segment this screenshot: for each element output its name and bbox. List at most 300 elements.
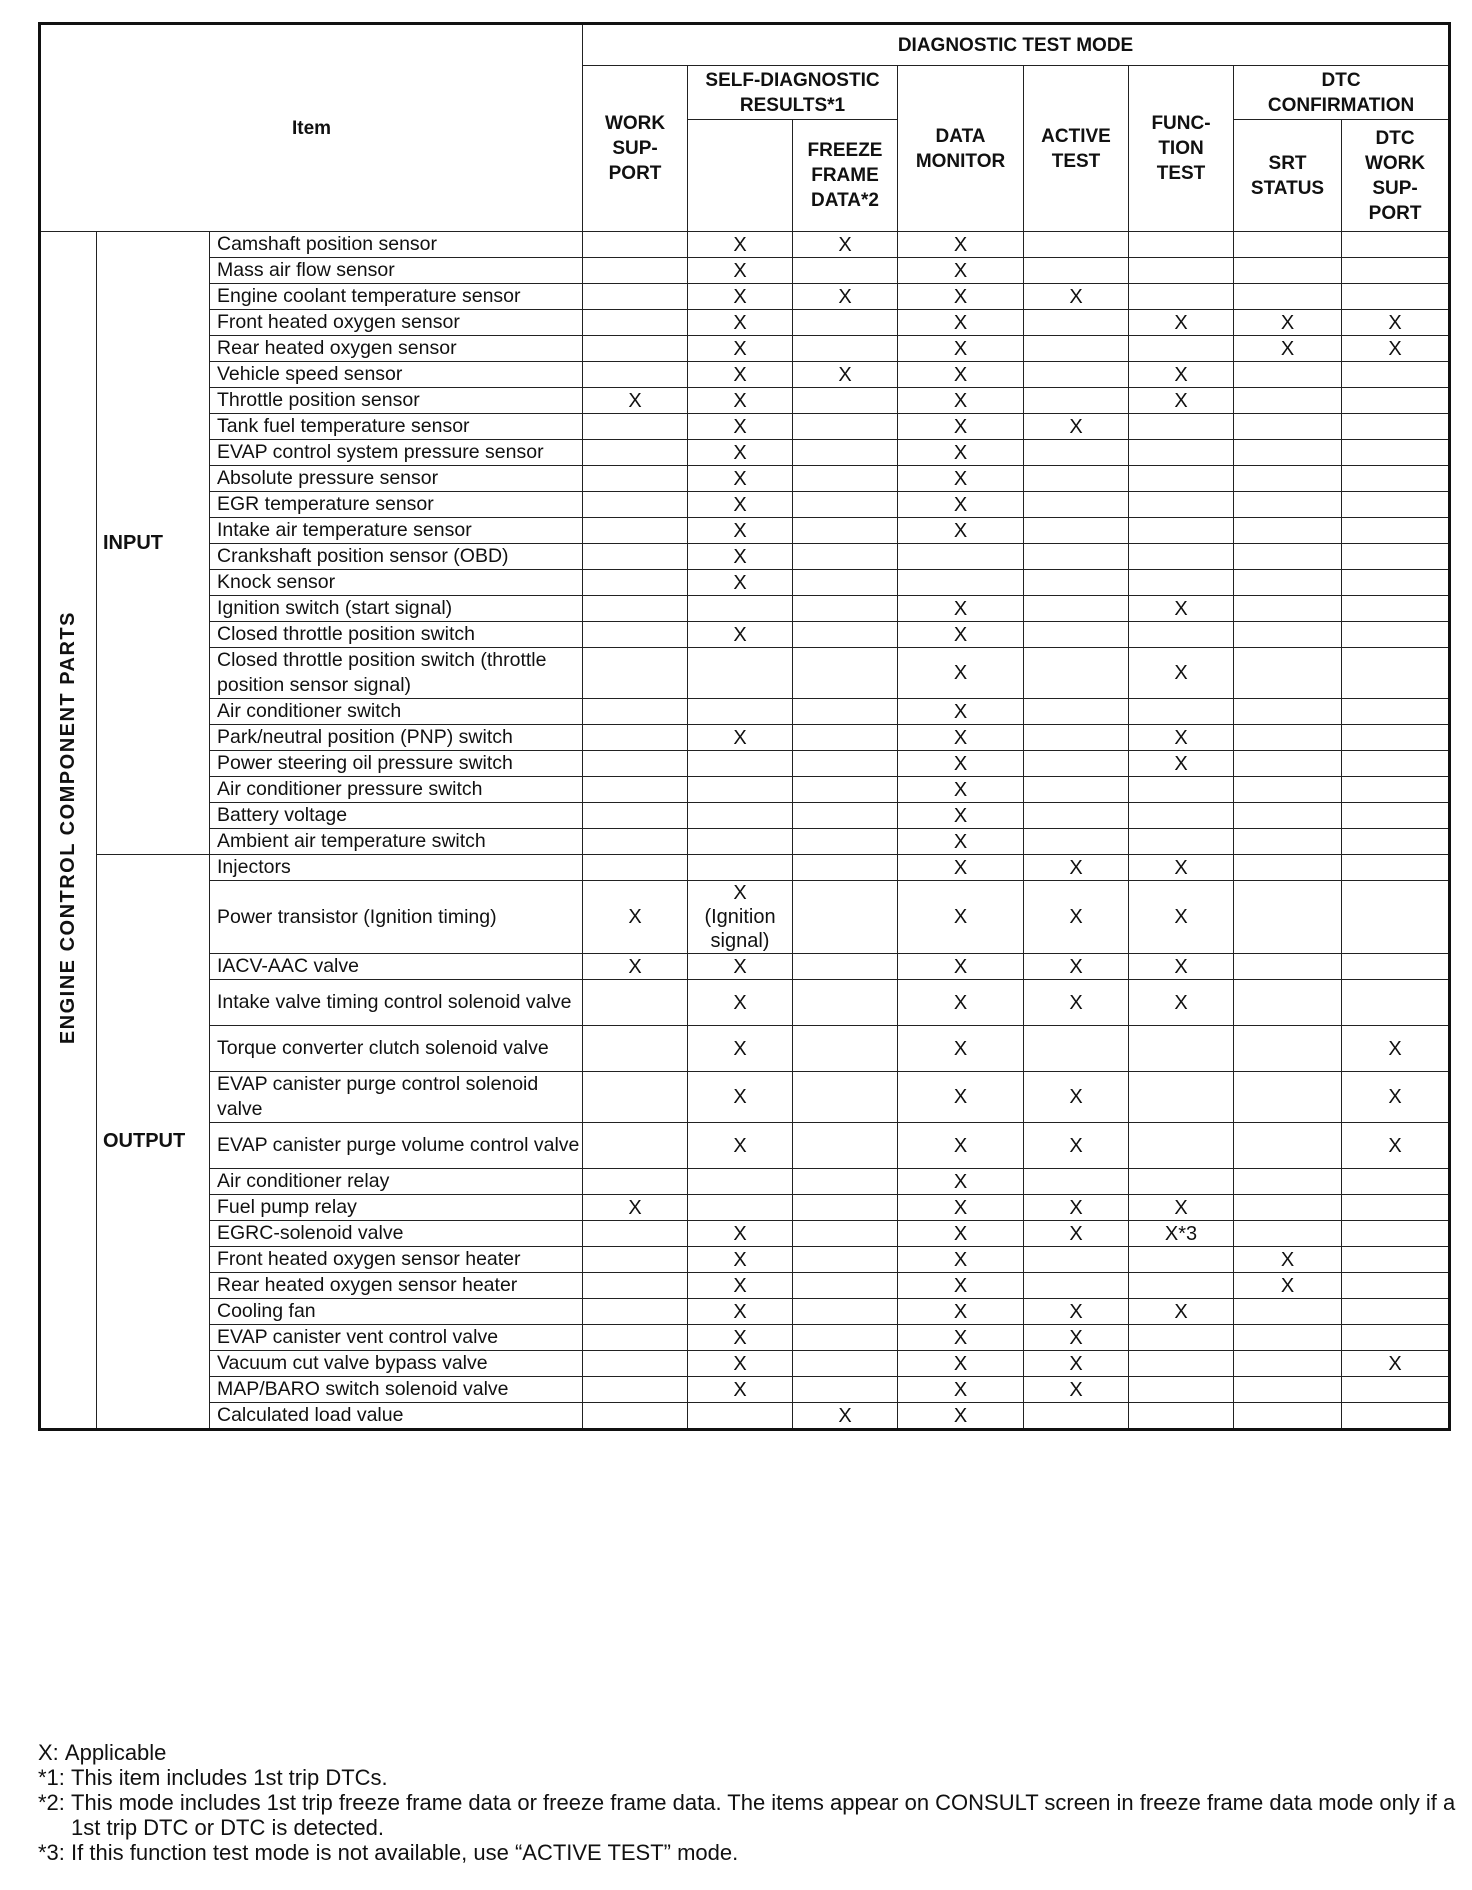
active-test-cell — [1024, 622, 1129, 648]
work-support-cell — [583, 751, 688, 777]
data-monitor-cell: X — [898, 1325, 1024, 1351]
header-line: TEST — [1156, 163, 1206, 184]
table-row — [40, 881, 1450, 954]
table-row — [40, 699, 1450, 725]
srt-status-cell — [1234, 1403, 1342, 1430]
data-monitor-cell: X — [898, 855, 1024, 881]
self-diagnostic-cell: X — [688, 1351, 793, 1377]
self-diagnostic-cell: X — [688, 1026, 793, 1072]
data-monitor-cell: X — [898, 492, 1024, 518]
item-cell: Intake air temperature sensor — [210, 518, 583, 544]
freeze-frame-cell: X — [793, 362, 898, 388]
active-test-cell — [1024, 492, 1129, 518]
self-diagnostic-cell — [688, 803, 793, 829]
header-line: DTC — [1375, 127, 1415, 149]
data-monitor-cell: X — [898, 1377, 1024, 1403]
active-test-cell — [1024, 362, 1129, 388]
work-support-cell — [583, 980, 688, 1026]
header-line: STATUS — [1250, 177, 1325, 199]
work-support-header — [583, 66, 688, 232]
item-cell: EGRC-solenoid valve — [210, 1221, 583, 1247]
work-support-cell: X — [583, 388, 688, 414]
active-test-cell: X — [1024, 1221, 1129, 1247]
freeze-frame-data-header — [793, 120, 898, 232]
item-cell: Absolute pressure sensor — [210, 466, 583, 492]
work-support-cell — [583, 1299, 688, 1325]
table-row — [40, 388, 1450, 414]
table-row — [40, 440, 1450, 466]
freeze-frame-cell — [793, 570, 898, 596]
srt-status-cell — [1234, 1377, 1342, 1403]
header-line: SUP- — [1372, 177, 1418, 199]
item-cell: EVAP canister vent control valve — [210, 1325, 583, 1351]
self-diagnostic-cell: X — [688, 1377, 793, 1403]
active-test-cell — [1024, 1169, 1129, 1195]
freeze-frame-cell — [793, 414, 898, 440]
table-row — [40, 258, 1450, 284]
dtc-work-support-cell — [1342, 881, 1450, 954]
table-row — [40, 1325, 1450, 1351]
footnote-key: *1: — [38, 1765, 72, 1790]
work-support-cell — [583, 362, 688, 388]
dtc-work-support-cell: X — [1342, 1123, 1450, 1169]
srt-status-cell: X — [1234, 310, 1342, 336]
item-cell: Cooling fan — [210, 1299, 583, 1325]
active-test-cell: X — [1024, 855, 1129, 881]
header-line: CONFIRMATION — [1267, 94, 1415, 116]
data-monitor-cell: X — [898, 648, 1024, 699]
dtc-work-support-cell — [1342, 518, 1450, 544]
freeze-frame-cell — [793, 1351, 898, 1377]
header-line: SELF-DIAGNOSTIC — [705, 69, 880, 91]
table-row — [40, 1299, 1450, 1325]
function-test-cell — [1129, 829, 1234, 855]
work-support-cell — [583, 414, 688, 440]
function-test-cell — [1129, 777, 1234, 803]
dtc-work-support-cell — [1342, 492, 1450, 518]
srt-status-cell — [1234, 1169, 1342, 1195]
srt-status-cell — [1234, 1123, 1342, 1169]
srt-status-cell — [1234, 362, 1342, 388]
srt-status-cell — [1234, 232, 1342, 258]
header-line: TEST — [1051, 150, 1101, 172]
srt-status-cell — [1234, 725, 1342, 751]
freeze-frame-cell: X — [793, 232, 898, 258]
item-cell: MAP/BARO switch solenoid valve — [210, 1377, 583, 1403]
active-test-cell: X — [1024, 954, 1129, 980]
work-support-cell — [583, 622, 688, 648]
table-row — [40, 1377, 1450, 1403]
srt-status-cell — [1234, 388, 1342, 414]
footnote — [38, 1790, 1458, 1840]
freeze-frame-cell: X — [793, 1403, 898, 1430]
item-cell: Camshaft position sensor — [210, 232, 583, 258]
work-support-cell — [583, 466, 688, 492]
dtc-work-support-cell: X — [1342, 1351, 1450, 1377]
srt-status-cell — [1234, 284, 1342, 310]
self-diagnostic-cell: X — [688, 258, 793, 284]
data-monitor-cell: X — [898, 336, 1024, 362]
active-test-cell — [1024, 440, 1129, 466]
function-test-cell — [1129, 1351, 1234, 1377]
dtc-work-support-cell — [1342, 648, 1450, 699]
srt-status-cell — [1234, 544, 1342, 570]
srt-status-cell — [1234, 466, 1342, 492]
table-row — [40, 232, 1450, 258]
diagnostic-mode-table — [38, 22, 1451, 1431]
freeze-frame-cell — [793, 1195, 898, 1221]
footnote-key: X: — [38, 1740, 65, 1765]
self-diagnostic-cell: X — [688, 466, 793, 492]
dtc-work-support-cell — [1342, 570, 1450, 596]
freeze-frame-cell — [793, 751, 898, 777]
table-row — [40, 1273, 1450, 1299]
work-support-cell — [583, 1221, 688, 1247]
self-diagnostic-cell: X — [688, 1072, 793, 1123]
srt-status-cell — [1234, 1351, 1342, 1377]
freeze-frame-cell — [793, 1377, 898, 1403]
active-test-cell — [1024, 570, 1129, 596]
function-test-cell: X — [1129, 725, 1234, 751]
srt-status-cell — [1234, 777, 1342, 803]
srt-status-cell — [1234, 1072, 1342, 1123]
dtc-work-support-cell — [1342, 544, 1450, 570]
work-support-cell — [583, 803, 688, 829]
data-monitor-cell: X — [898, 440, 1024, 466]
work-support-cell — [583, 258, 688, 284]
self-diagnostic-cell: X — [688, 954, 793, 980]
freeze-frame-cell — [793, 388, 898, 414]
data-monitor-cell: X — [898, 1351, 1024, 1377]
srt-status-cell: X — [1234, 1273, 1342, 1299]
item-cell: Intake valve timing control solenoid valve — [210, 980, 583, 1026]
work-support-cell — [583, 1123, 688, 1169]
work-support-cell — [583, 596, 688, 622]
data-monitor-cell: X — [898, 310, 1024, 336]
dtc-work-support-cell — [1342, 414, 1450, 440]
footnotes — [38, 1740, 1458, 1865]
table-row — [40, 570, 1450, 596]
self-diagnostic-cell — [688, 1195, 793, 1221]
header-line: WORK — [604, 113, 666, 134]
freeze-frame-cell — [793, 1273, 898, 1299]
freeze-frame-cell — [793, 648, 898, 699]
dtc-work-support-cell — [1342, 388, 1450, 414]
header-line: DATA*2 — [811, 190, 879, 211]
work-support-cell — [583, 855, 688, 881]
function-test-cell: X — [1129, 751, 1234, 777]
dtc-work-support-cell — [1342, 1403, 1450, 1430]
item-header: Item — [40, 24, 583, 232]
footnote — [38, 1765, 1458, 1790]
dtc-work-support-cell — [1342, 1169, 1450, 1195]
data-monitor-cell: X — [898, 1403, 1024, 1430]
item-cell: Air conditioner switch — [210, 699, 583, 725]
freeze-frame-cell — [793, 336, 898, 362]
data-monitor-cell: X — [898, 1072, 1024, 1123]
footnote-text: If this function test mode is not available, use “ACTIVE TEST” mode. — [71, 1840, 739, 1865]
active-test-cell: X — [1024, 980, 1129, 1026]
table-row — [40, 777, 1450, 803]
dtc-work-support-cell — [1342, 725, 1450, 751]
dtc-work-support-cell — [1342, 258, 1450, 284]
function-test-cell — [1129, 1123, 1234, 1169]
self-diagnostic-cell: X — [688, 362, 793, 388]
data-monitor-cell: X — [898, 725, 1024, 751]
dtc-work-support-cell — [1342, 1221, 1450, 1247]
active-test-cell: X — [1024, 414, 1129, 440]
table-row — [40, 1195, 1450, 1221]
item-cell: Park/neutral position (PNP) switch — [210, 725, 583, 751]
freeze-frame-cell — [793, 980, 898, 1026]
function-test-cell — [1129, 1377, 1234, 1403]
work-support-cell — [583, 544, 688, 570]
function-test-cell: X — [1129, 881, 1234, 954]
work-support-cell — [583, 518, 688, 544]
work-support-cell — [583, 440, 688, 466]
function-test-cell: X — [1129, 362, 1234, 388]
freeze-frame-cell — [793, 1072, 898, 1123]
item-cell: Injectors — [210, 855, 583, 881]
srt-status-cell — [1234, 570, 1342, 596]
freeze-frame-cell — [793, 725, 898, 751]
freeze-frame-cell — [793, 518, 898, 544]
dtc-work-support-cell — [1342, 362, 1450, 388]
srt-status-cell — [1234, 596, 1342, 622]
data-monitor-cell: X — [898, 881, 1024, 954]
work-support-cell — [583, 1403, 688, 1430]
data-monitor-cell: X — [898, 777, 1024, 803]
function-test-cell — [1129, 258, 1234, 284]
item-cell: Knock sensor — [210, 570, 583, 596]
active-test-cell: X — [1024, 1325, 1129, 1351]
self-diagnostic-results-subcell — [688, 120, 793, 232]
self-diagnostic-results-header — [688, 66, 898, 120]
dtc-work-support-cell: X — [1342, 310, 1450, 336]
item-cell: Throttle position sensor — [210, 388, 583, 414]
item-cell: Front heated oxygen sensor — [210, 310, 583, 336]
srt-status-cell — [1234, 980, 1342, 1026]
data-monitor-cell: X — [898, 388, 1024, 414]
freeze-frame-cell — [793, 466, 898, 492]
header-line: WORK — [1364, 152, 1426, 174]
srt-status-cell — [1234, 751, 1342, 777]
data-monitor-header — [898, 66, 1024, 232]
data-monitor-cell: X — [898, 622, 1024, 648]
dtc-confirmation-header — [1234, 66, 1450, 120]
table-row — [40, 1072, 1450, 1123]
header-line: TION — [1158, 138, 1204, 159]
work-support-cell — [583, 336, 688, 362]
data-monitor-cell: X — [898, 980, 1024, 1026]
active-test-cell — [1024, 466, 1129, 492]
function-test-cell: X — [1129, 1195, 1234, 1221]
self-diagnostic-cell: X — [688, 1221, 793, 1247]
active-test-cell — [1024, 803, 1129, 829]
srt-status-cell: X — [1234, 1247, 1342, 1273]
table-row — [40, 1247, 1450, 1273]
table-row — [40, 492, 1450, 518]
active-test-cell — [1024, 388, 1129, 414]
work-support-cell — [583, 1072, 688, 1123]
function-test-cell — [1129, 803, 1234, 829]
self-diagnostic-cell: X — [688, 518, 793, 544]
table-row — [40, 362, 1450, 388]
srt-status-cell — [1234, 1299, 1342, 1325]
function-test-cell — [1129, 336, 1234, 362]
work-support-cell — [583, 1325, 688, 1351]
work-support-cell — [583, 777, 688, 803]
dtc-work-support-cell — [1342, 1247, 1450, 1273]
item-cell: Vacuum cut valve bypass valve — [210, 1351, 583, 1377]
active-test-cell — [1024, 258, 1129, 284]
work-support-cell — [583, 492, 688, 518]
function-test-cell — [1129, 1247, 1234, 1273]
freeze-frame-cell — [793, 881, 898, 954]
function-test-cell: X — [1129, 310, 1234, 336]
group-label-output: OUTPUT — [97, 855, 210, 1430]
active-test-cell — [1024, 648, 1129, 699]
dtc-work-support-cell — [1342, 440, 1450, 466]
freeze-frame-cell — [793, 803, 898, 829]
function-test-cell: X — [1129, 954, 1234, 980]
data-monitor-cell: X — [898, 232, 1024, 258]
freeze-frame-cell — [793, 596, 898, 622]
work-support-cell — [583, 310, 688, 336]
srt-status-cell — [1234, 1195, 1342, 1221]
self-diagnostic-cell: X — [688, 544, 793, 570]
dtc-work-support-cell — [1342, 1299, 1450, 1325]
work-support-cell — [583, 648, 688, 699]
item-cell: Ignition switch (start signal) — [210, 596, 583, 622]
active-test-cell: X — [1024, 1299, 1129, 1325]
active-test-header — [1024, 66, 1129, 232]
side-label: ENGINE CONTROL COMPONENT PARTS — [57, 610, 79, 1045]
self-diagnostic-cell: X — [688, 414, 793, 440]
header-line: SUP- — [612, 138, 658, 159]
freeze-frame-cell — [793, 258, 898, 284]
work-support-cell — [583, 1247, 688, 1273]
work-support-cell — [583, 1169, 688, 1195]
footnote-key: *3: — [38, 1840, 72, 1865]
footnote-text: This mode includes 1st trip freeze frame data or freeze frame data. The items appear on CONSULT screen in freeze frame data mode only if a 1st trip DTC or DTC is detected. — [71, 1790, 1456, 1840]
srt-status-cell — [1234, 954, 1342, 980]
data-monitor-cell: X — [898, 1247, 1024, 1273]
freeze-frame-cell — [793, 777, 898, 803]
self-diagnostic-cell — [688, 855, 793, 881]
work-support-cell — [583, 1351, 688, 1377]
freeze-frame-cell — [793, 1169, 898, 1195]
data-monitor-cell: X — [898, 284, 1024, 310]
item-cell: Closed throttle position switch — [210, 622, 583, 648]
table-row — [40, 829, 1450, 855]
function-test-cell — [1129, 492, 1234, 518]
cell-line: signal) — [710, 930, 770, 952]
self-diagnostic-cell — [688, 1169, 793, 1195]
work-support-cell — [583, 725, 688, 751]
data-monitor-cell: X — [898, 954, 1024, 980]
function-test-cell — [1129, 518, 1234, 544]
self-diagnostic-cell — [688, 596, 793, 622]
self-diagnostic-cell — [688, 829, 793, 855]
table-body — [40, 232, 1450, 1430]
function-test-cell — [1129, 622, 1234, 648]
dtc-work-support-cell — [1342, 751, 1450, 777]
item-cell: Battery voltage — [210, 803, 583, 829]
function-test-cell — [1129, 1403, 1234, 1430]
self-diagnostic-cell — [688, 648, 793, 699]
header-line: ACTIVE — [1041, 125, 1111, 147]
dtc-work-support-cell — [1342, 855, 1450, 881]
function-test-cell — [1129, 414, 1234, 440]
item-cell: Torque converter clutch solenoid valve — [210, 1026, 583, 1072]
footnote-text: Applicable — [64, 1740, 167, 1765]
table-row — [40, 1221, 1450, 1247]
function-test-cell: X*3 — [1129, 1221, 1234, 1247]
function-test-cell — [1129, 1072, 1234, 1123]
self-diagnostic-cell: X — [688, 622, 793, 648]
active-test-cell: X — [1024, 1123, 1129, 1169]
active-test-cell — [1024, 1026, 1129, 1072]
freeze-frame-cell — [793, 310, 898, 336]
table-row — [40, 414, 1450, 440]
function-test-cell: X — [1129, 980, 1234, 1026]
data-monitor-cell: X — [898, 1123, 1024, 1169]
freeze-frame-cell — [793, 699, 898, 725]
freeze-frame-cell — [793, 829, 898, 855]
active-test-cell — [1024, 751, 1129, 777]
table-row — [40, 725, 1450, 751]
work-support-cell — [583, 284, 688, 310]
dtc-work-support-cell — [1342, 803, 1450, 829]
srt-status-cell — [1234, 518, 1342, 544]
table-row — [40, 855, 1450, 881]
dtc-work-support-cell — [1342, 596, 1450, 622]
dtc-work-support-cell — [1342, 1195, 1450, 1221]
item-cell: IACV-AAC valve — [210, 954, 583, 980]
footnote — [38, 1840, 1458, 1865]
dtc-work-support-cell — [1342, 232, 1450, 258]
self-diagnostic-cell: X — [688, 492, 793, 518]
diagnostic-mode-table-sheet — [38, 22, 1448, 1431]
header-line: PORT — [1368, 202, 1422, 224]
active-test-cell — [1024, 1247, 1129, 1273]
function-test-cell: X — [1129, 648, 1234, 699]
table-row — [40, 1351, 1450, 1377]
cell-line: (Ignition — [704, 906, 776, 928]
work-support-cell — [583, 699, 688, 725]
header-line: MONITOR — [915, 150, 1006, 172]
dtc-work-support-cell — [1342, 980, 1450, 1026]
function-test-cell: X — [1129, 855, 1234, 881]
item-cell: EVAP canister purge volume control valve — [210, 1123, 583, 1169]
item-cell: Power steering oil pressure switch — [210, 751, 583, 777]
side-label-cell — [40, 232, 97, 1430]
active-test-cell — [1024, 336, 1129, 362]
dtc-work-support-cell — [1342, 466, 1450, 492]
freeze-frame-cell: X — [793, 284, 898, 310]
item-cell: Engine coolant temperature sensor — [210, 284, 583, 310]
data-monitor-cell: X — [898, 803, 1024, 829]
item-cell: Closed throttle position switch (throttle position sensor signal) — [210, 648, 583, 699]
srt-status-cell — [1234, 1026, 1342, 1072]
work-support-cell — [583, 1273, 688, 1299]
srt-status-cell — [1234, 648, 1342, 699]
srt-status-cell — [1234, 492, 1342, 518]
work-support-cell: X — [583, 954, 688, 980]
active-test-cell — [1024, 829, 1129, 855]
self-diagnostic-cell: X — [688, 336, 793, 362]
